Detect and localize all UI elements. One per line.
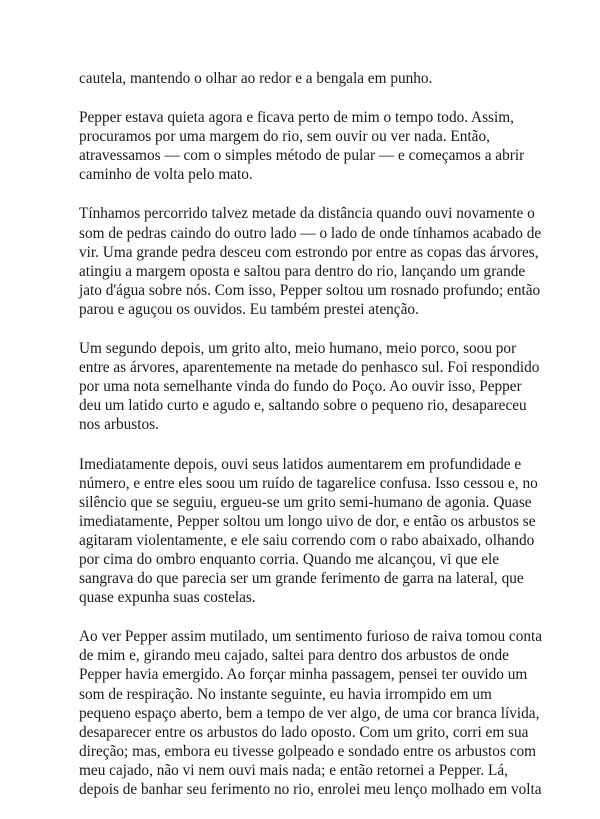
text-line: deu um latido curto e agudo e, saltando sobre o pequeno rio, desapareceu — [79, 397, 527, 415]
text-line: Tínhamos percorrido talvez metade da distância quando ouvi novamente o — [79, 205, 535, 223]
text-line: quase expunha suas costelas. — [79, 589, 256, 607]
text-line: Pepper estava quieta agora e ficava perto de mim o tempo todo. Assim, — [79, 109, 514, 127]
paragraph-4 — [79, 339, 540, 434]
text-line: cautela, mantendo o olhar ao redor e a bengala em punho. — [79, 70, 433, 87]
text-line: Um segundo depois, um grito alto, meio humano, meio porco, soou por — [79, 340, 517, 358]
text-line: silêncio que se seguiu, ergueu-se um grito semi-humano de agonia. Quase — [79, 493, 532, 511]
text-line: som de pedras caindo do outro lado — o lado de onde tínhamos acabado de — [79, 224, 542, 242]
document-page — [79, 69, 543, 819]
text-line: Ao ver Pepper assim mutilado, um sentimento furioso de raiva tomou conta — [79, 628, 543, 646]
paragraph-3 — [79, 204, 542, 319]
text-line: sangrava do que parecia ser um grande ferimento de garra na lateral, que — [79, 570, 524, 588]
text-line: depois de banhar seu ferimento no rio, enrolei meu lenço molhado em volta — [79, 781, 542, 798]
text-line: de mim e, girando meu cajado, saltei para dentro dos arbustos de onde — [79, 647, 509, 665]
text-line: som de respiração. No instante seguinte, eu havia irrompido em um — [79, 685, 492, 703]
text-line: meu cajado, não vi nem ouvi mais nada; e então retornei a Pepper. Lá, — [79, 761, 509, 779]
text-line: entre as árvores, aparentemente na metade do penhasco sul. Foi respondido — [79, 359, 540, 377]
text-line: Imediatamente depois, ouvi seus latidos aumentarem em profundidade e — [79, 455, 522, 473]
paragraph-1 — [79, 69, 531, 88]
text-line: desaparecer entre os arbustos do lado oposto. Com um grito, corri em sua — [79, 723, 529, 741]
text-line: caminho de volta pelo mato. — [79, 166, 253, 184]
paragraph-5 — [79, 455, 538, 608]
text-line: por cima do ombro enquanto corria. Quando me alcançou, vi que ele — [79, 550, 500, 568]
text-line: por uma nota semelhante vinda do fundo do Poço. Ao ouvir isso, Pepper — [79, 378, 522, 396]
text-line: vir. Uma grande pedra desceu com estrondo por entre as copas das árvores, — [79, 243, 539, 261]
text-line: jato d'água sobre nós. Com isso, Pepper soltou um rosnado profundo; então — [79, 281, 541, 299]
text-line: pequeno espaço aberto, bem a tempo de ver algo, de uma cor branca lívida, — [79, 704, 540, 722]
text-line: parou e aguçou os ouvidos. Eu também prestei atenção. — [79, 300, 419, 318]
text-line: número, e entre eles soou um ruído de tagarelice confusa. Isso cessou e, no — [79, 474, 538, 492]
paragraph-6 — [79, 627, 543, 799]
text-line: atingiu a margem oposta e saltou para dentro do rio, lançando um grande — [79, 262, 526, 280]
text-line: atravessamos — com o simples método de pular — e começamos a abrir — [79, 147, 525, 165]
text-line: procuramos por uma margem do rio, sem ouvir ou ver nada. Então, — [79, 128, 490, 146]
text-line: nos arbustos. — [79, 416, 159, 434]
text-line: direção; mas, embora eu tivesse golpeado e sondado entre os arbustos com — [79, 742, 537, 760]
text-line: Pepper havia emergido. Ao forçar minha passagem, pensei ter ouvido um — [79, 666, 528, 684]
text-line: agitaram violentamente, e ele saiu correndo com o rabo abaixado, olhando — [79, 531, 535, 549]
text-line: imediatamente, Pepper soltou um longo uivo de dor, e então os arbustos se — [79, 512, 536, 530]
paragraph-2 — [79, 108, 531, 184]
